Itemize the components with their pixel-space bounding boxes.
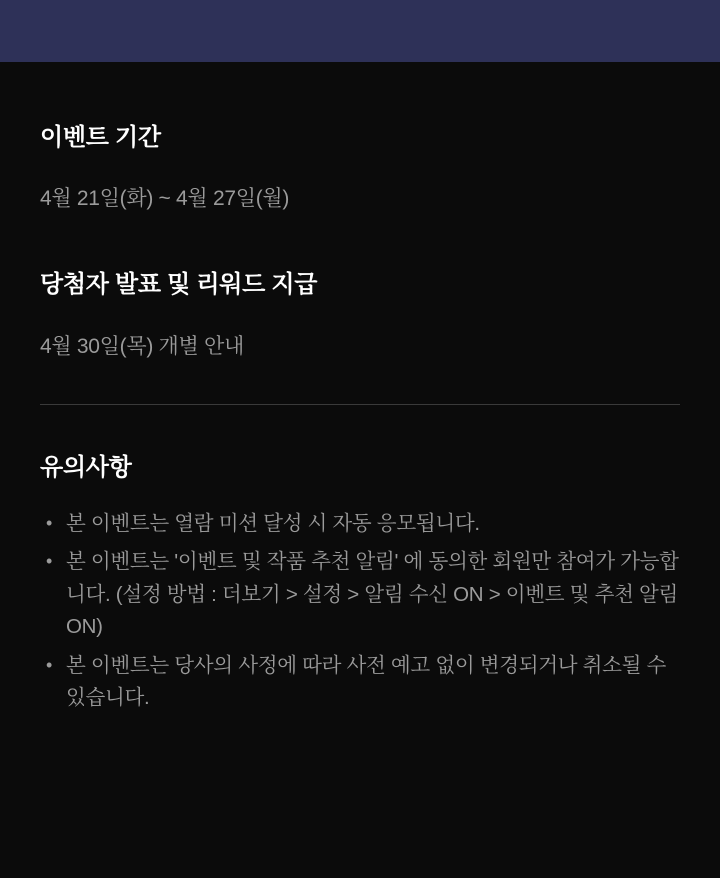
winner-announcement-title: 당첨자 발표 및 리워드 지급 [40, 271, 318, 298]
top-banner [0, 0, 720, 62]
winner-announcement-body: 4월 30일(목) 개별 안내 [40, 335, 245, 358]
list-item: • 본 이벤트는 당사의 사정에 따라 사전 예고 없이 변경되거나 취소될 수 있습니다. [40, 650, 680, 715]
section-divider [40, 404, 680, 405]
event-content [0, 117, 720, 714]
event-period-title: 이벤트 기간 [40, 124, 161, 151]
event-period-body: 4월 21일(화) ~ 4월 27일(월) [40, 187, 290, 210]
notice-list [40, 508, 680, 714]
list-item: • 본 이벤트는 '이벤트 및 작품 추천 알림' 에 동의한 회원만 참여가 가능합니다. (설정 방법 : 더보기 > 설정 > 알림 수신 ON > 이벤트 및 추천 알림 ON) [40, 546, 680, 643]
notice-title: 유의사항 [40, 454, 132, 481]
list-item: • 본 이벤트는 열람 미션 달성 시 자동 응모됩니다. [40, 508, 680, 540]
